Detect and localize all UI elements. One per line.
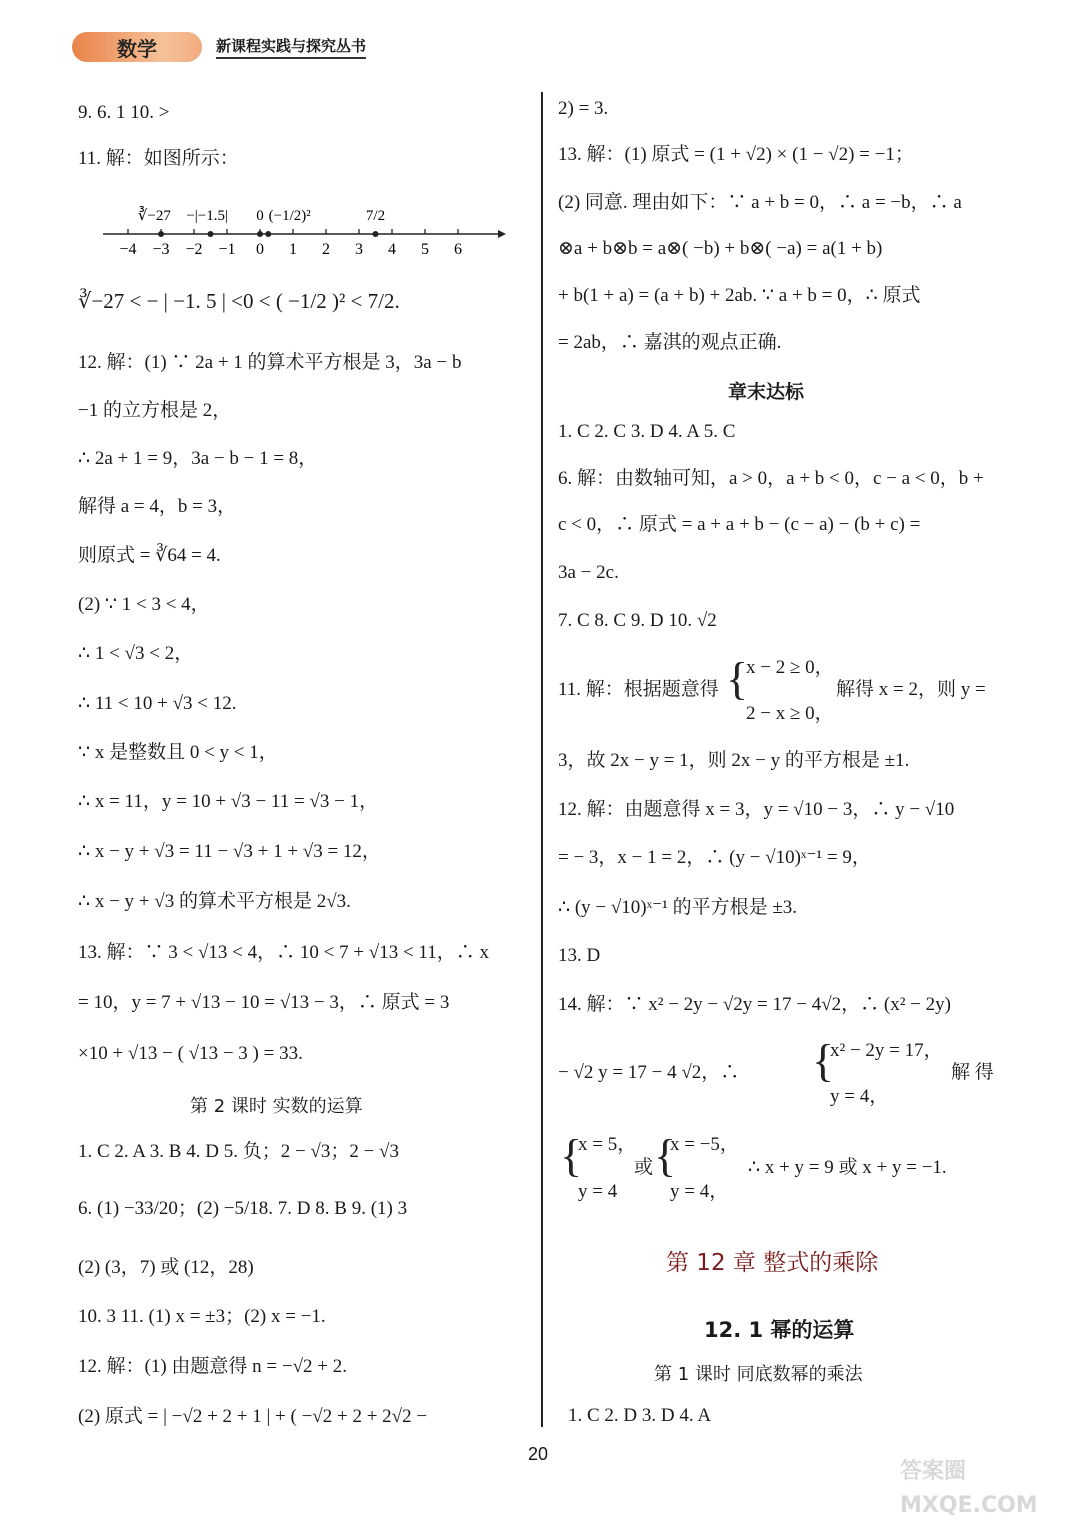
answer-line: − √2 y = 17 − 4 √2，∴ xyxy=(558,1062,740,1083)
point-marker xyxy=(158,231,164,237)
answer-line: ∴ 2a + 1 = 9，3a − b − 1 = 8， xyxy=(78,448,318,469)
answer-line: 6. 解：由数轴可知，a > 0，a + b < 0，c − a < 0，b + xyxy=(558,468,984,489)
tick-label: 2 xyxy=(322,241,330,258)
tick-label: −3 xyxy=(152,241,170,258)
point-label: 7/2 xyxy=(365,208,386,224)
tick-label: 1 xyxy=(289,241,297,258)
answer-line: 13. D xyxy=(558,945,601,966)
answer-line: ∴ x − y + √3 = 11 − √3 + 1 + √3 = 12， xyxy=(78,841,381,862)
answer-line: = − 3，x − 1 = 2，∴ (y − √10)ˣ⁻¹ = 9， xyxy=(558,847,871,868)
number-line-figure xyxy=(98,186,508,266)
answer-line: 1. C 2. A 3. B 4. D 5. 负；2 − √3；2 − √3 xyxy=(78,1141,399,1162)
answer-line: 2) = 3. xyxy=(558,98,609,119)
answer-line: 1. C 2. D 3. D 4. A xyxy=(568,1405,712,1426)
subsection-title: 12. 1 幂的运算 xyxy=(704,1318,855,1342)
answer-line: (2) 同意. 理由如下：∵ a + b = 0，∴ a = −b，∴ a xyxy=(558,192,962,213)
answer-line: 11. 解：如图所示： xyxy=(78,148,239,169)
answer-line: = 2ab，∴ 嘉淇的观点正确. xyxy=(558,332,782,353)
answer-line: 12. 解：由题意得 x = 3，y = √10 − 3，∴ y − √10 xyxy=(558,799,955,820)
tick-label: 4 xyxy=(388,241,396,258)
answer-line: 12. 解：(1) ∵ 2a + 1 的算术平方根是 3，3a − b xyxy=(78,352,462,373)
answer-line: ∴ x − y + √3 的算术平方根是 2√3. xyxy=(78,891,351,912)
system-equation: x² − 2y = 17， xyxy=(830,1040,943,1061)
subject-badge: 数学 xyxy=(72,32,202,62)
answer-line: 13. 解：(1) 原式 = (1 + √2) × (1 − √2) = −1； xyxy=(558,144,914,165)
tick-label: −4 xyxy=(119,241,137,258)
section-title: 章末达标 xyxy=(728,381,805,403)
answer-line: −1 的立方根是 2， xyxy=(78,400,232,421)
answer-line: 13. 解：∵ 3 < √13 < 4，∴ 10 < 7 + √13 < 11，∴ x xyxy=(78,942,489,963)
answer-line: 10. 3 11. (1) x = ±3；(2) x = −1. xyxy=(78,1306,326,1327)
answer-line: ∴ (y − √10)ˣ⁻¹ 的平方根是 ±3. xyxy=(558,897,798,918)
lesson-title: 第 2 课时 实数的运算 xyxy=(190,1096,363,1117)
watermark xyxy=(900,1455,1060,1530)
brace-icon: { xyxy=(560,1130,583,1181)
system-equation: y = 4， xyxy=(830,1086,889,1107)
answer-line: 则原式 = ∛64 = 4. xyxy=(78,545,221,566)
answer-line: ∴ x + y = 9 或 x + y = −1. xyxy=(748,1157,947,1178)
lesson-title: 第 1 课时 同底数幂的乘法 xyxy=(654,1364,863,1385)
answer-line: + b(1 + a) = (a + b) + 2ab. ∵ a + b = 0，∴ 原式 xyxy=(558,285,921,306)
point-marker xyxy=(208,231,214,237)
answer-line: 解得 x = 2，则 y = xyxy=(836,679,986,700)
system-equation: x = 5， xyxy=(578,1134,637,1155)
system-equation: x = −5， xyxy=(670,1134,739,1155)
answer-line: 12. 解：(1) 由题意得 n = −√2 + 2. xyxy=(78,1356,347,1377)
watermark-text: 答案圈 MXQE.COM xyxy=(900,1459,1038,1518)
point-marker xyxy=(257,231,263,237)
point-label: −|−1.5| xyxy=(186,208,229,224)
answer-line: (2) ∵ 1 < 3 < 4， xyxy=(78,594,210,615)
answer-line: ⊗a + b⊗b = a⊗( −b) + b⊗( −a) = a(1 + b) xyxy=(558,238,883,259)
answer-line: 11. 解：根据题意得 xyxy=(558,679,719,700)
answer-line: 3a − 2c. xyxy=(558,562,619,583)
answer-line: 解得 a = 4，b = 3， xyxy=(78,496,237,517)
answer-line: 14. 解：∵ x² − 2y − √2y = 17 − 4√2，∴ (x² − 2y) xyxy=(558,994,951,1015)
inequality-line: ∛−27 < − | −1. 5 | <0 < ( −1/2 )² < 7/2. xyxy=(78,289,400,313)
tick-label: 5 xyxy=(421,241,429,258)
point-marker xyxy=(265,231,271,237)
page-number: 20 xyxy=(528,1444,549,1464)
answer-line: (2) (3，7) 或 (12，28) xyxy=(78,1257,254,1278)
brace-icon: { xyxy=(812,1035,835,1086)
tick-label: 0 xyxy=(256,241,264,258)
answer-line: 9. 6. 1 10. > xyxy=(78,102,170,123)
point-label: ∛−27 xyxy=(137,208,171,224)
answer-line: 1. C 2. C 3. D 4. A 5. C xyxy=(558,421,736,442)
tick-label: −1 xyxy=(218,241,236,258)
or-text: 或 xyxy=(634,1157,654,1178)
tick-label: −2 xyxy=(185,241,203,258)
answer-line: 6. (1) −33/20；(2) −5/18. 7. D 8. B 9. (1) 3 xyxy=(78,1198,408,1219)
answer-line: ∴ x = 11，y = 10 + √3 − 11 = √3 − 1， xyxy=(78,791,379,812)
system-equation: y = 4， xyxy=(670,1181,729,1202)
answer-line: ∴ 11 < 10 + √3 < 12. xyxy=(78,693,237,714)
chapter-title: 第 12 章 整式的乘除 xyxy=(666,1250,879,1276)
answer-line: c < 0，∴ 原式 = a + a + b − (c − a) − (b + c) = xyxy=(558,514,921,535)
system-equation: 2 − x ≥ 0， xyxy=(746,703,834,724)
brace-icon: { xyxy=(726,653,749,704)
brace-icon: { xyxy=(654,1130,677,1181)
answer-line: = 10，y = 7 + √13 − 10 = √13 − 3，∴ 原式 = 3 xyxy=(78,992,450,1013)
system-equation: x − 2 ≥ 0， xyxy=(746,657,834,678)
tick-label: 6 xyxy=(454,241,462,258)
point-marker xyxy=(373,231,379,237)
answer-line: 7. C 8. C 9. D 10. √2 xyxy=(558,610,717,631)
column-divider xyxy=(541,92,543,1427)
system-equation: y = 4 xyxy=(578,1181,618,1202)
answer-line: (2) 原式 = | −√2 + 2 + 1 | + ( −√2 + 2 + 2√2 − xyxy=(78,1406,428,1427)
point-label: 0 xyxy=(256,208,264,224)
tick-label: 3 xyxy=(355,241,363,258)
point-label: (−1/2)² xyxy=(268,208,311,224)
series-title: 新课程实践与探究丛书 xyxy=(216,35,366,59)
answer-line: ×10 + √13 − ( √13 − 3 ) = 33. xyxy=(78,1043,303,1064)
answer-line: 解 得 xyxy=(951,1062,994,1083)
answer-line: ∵ x 是整数且 0 < y < 1， xyxy=(78,742,278,763)
answer-line: ∴ 1 < √3 < 2， xyxy=(78,643,194,664)
page-header xyxy=(72,30,366,64)
answer-line: 3，故 2x − y = 1，则 2x − y 的平方根是 ±1. xyxy=(558,750,910,771)
